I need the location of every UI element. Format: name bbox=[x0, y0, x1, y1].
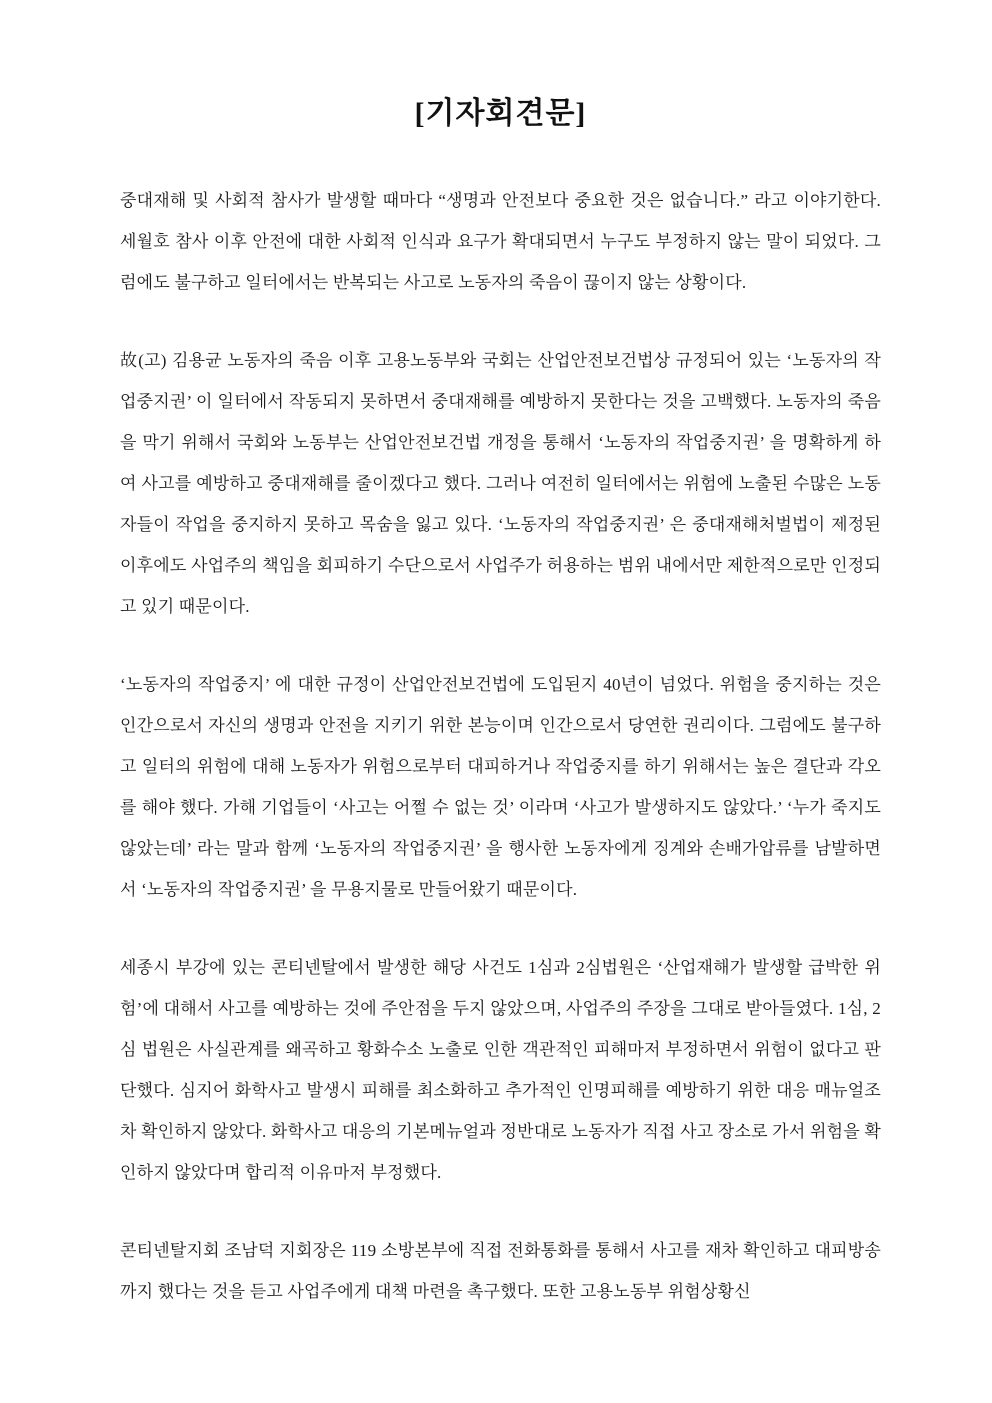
paragraph-5: 콘티넨탈지회 조남덕 지회장은 119 소방본부에 직접 전화통화를 통해서 사고를 재차 확인하고 대피방송까지 했다는 것을 듣고 사업주에게 대책 마련을 촉구했다. 또한 고용노동부 위험상황신 bbox=[120, 1241, 881, 1301]
paragraph-1: 중대재해 및 사회적 참사가 발생할 때마다 “생명과 안전보다 중요한 것은 없습니다.” 라고 이야기한다. 세월호 참사 이후 안전에 대한 사회적 인식과 요구가 확대되면서 누구도 부정하지 않는 말이 되었다. 그럼에도 불구하고 일터에서는 반복되는 사고로 노동자의 죽음이 끊이지 않는 상황이다. bbox=[120, 191, 881, 292]
document-title: [기자회견문] bbox=[414, 97, 587, 130]
paragraph-4: 세종시 부강에 있는 콘티넨탈에서 발생한 해당 사건도 1심과 2심법원은 ‘산업재해가 발생할 급박한 위험’에 대해서 사고를 예방하는 것에 주안점을 두지 않았으며, 사업주의 주장을 그대로 받아들였다. 1심, 2심 법원은 사실관계를 왜곡하고 황화수소 노출로 인한 객관적인 피해마저 부정하면서 위험이 없다고 판단했다. 심지어 화학사고 발생시 피해를 최소화하고 추가적인 인명피해를 예방하기 위한 대응 매뉴얼조차 확인하지 않았다. 화학사고 대응의 기본메뉴얼과 정반대로 노동자가 직접 사고 장소로 가서 위험을 확인하지 않았다며 합리적 이유마저 부정했다. bbox=[120, 958, 881, 1182]
paragraph-3: ‘노동자의 작업중지’ 에 대한 규정이 산업안전보건법에 도입된지 40년이 넘었다. 위험을 중지하는 것은 인간으로서 자신의 생명과 안전을 지키기 위한 본능이며 인간으로서 당연한 권리이다. 그럼에도 불구하고 일터의 위험에 대해 노동자가 위험으로부터 대피하거나 작업중지를 하기 위해서는 높은 결단과 각오를 해야 했다. 가해 기업들이 ‘사고는 어쩔 수 없는 것’ 이라며 ‘사고가 발생하지도 않았다.’ ‘누가 죽지도 않았는데’ 라는 말과 함께 ‘노동자의 작업중지권’ 을 행사한 노동자에게 징계와 손배가압류를 남발하면서 ‘노동자의 작업중지권’ 을 무용지물로 만들어왔기 때문이다. bbox=[120, 675, 881, 899]
paragraph-2: 故(고) 김용균 노동자의 죽음 이후 고용노동부와 국회는 산업안전보건법상 규정되어 있는 ‘노동자의 작업중지권’ 이 일터에서 작동되지 못하면서 중대재해를 예방하지 못한다는 것을 고백했다. 노동자의 죽음을 막기 위해서 국회와 노동부는 산업안전보건법 개정을 통해서 ‘노동자의 작업중지권’ 을 명확하게 하여 사고를 예방하고 중대재해를 줄이겠다고 했다. 그러나 여전히 일터에서는 위험에 노출된 수많은 노동자들이 작업을 중지하지 못하고 목숨을 잃고 있다. ‘노동자의 작업중지권’ 은 중대재해처벌법이 제정된 이후에도 사업주의 책임을 회피하기 수단으로서 사업주가 허용하는 범위 내에서만 제한적으로만 인정되고 있기 때문이다. bbox=[120, 351, 881, 616]
